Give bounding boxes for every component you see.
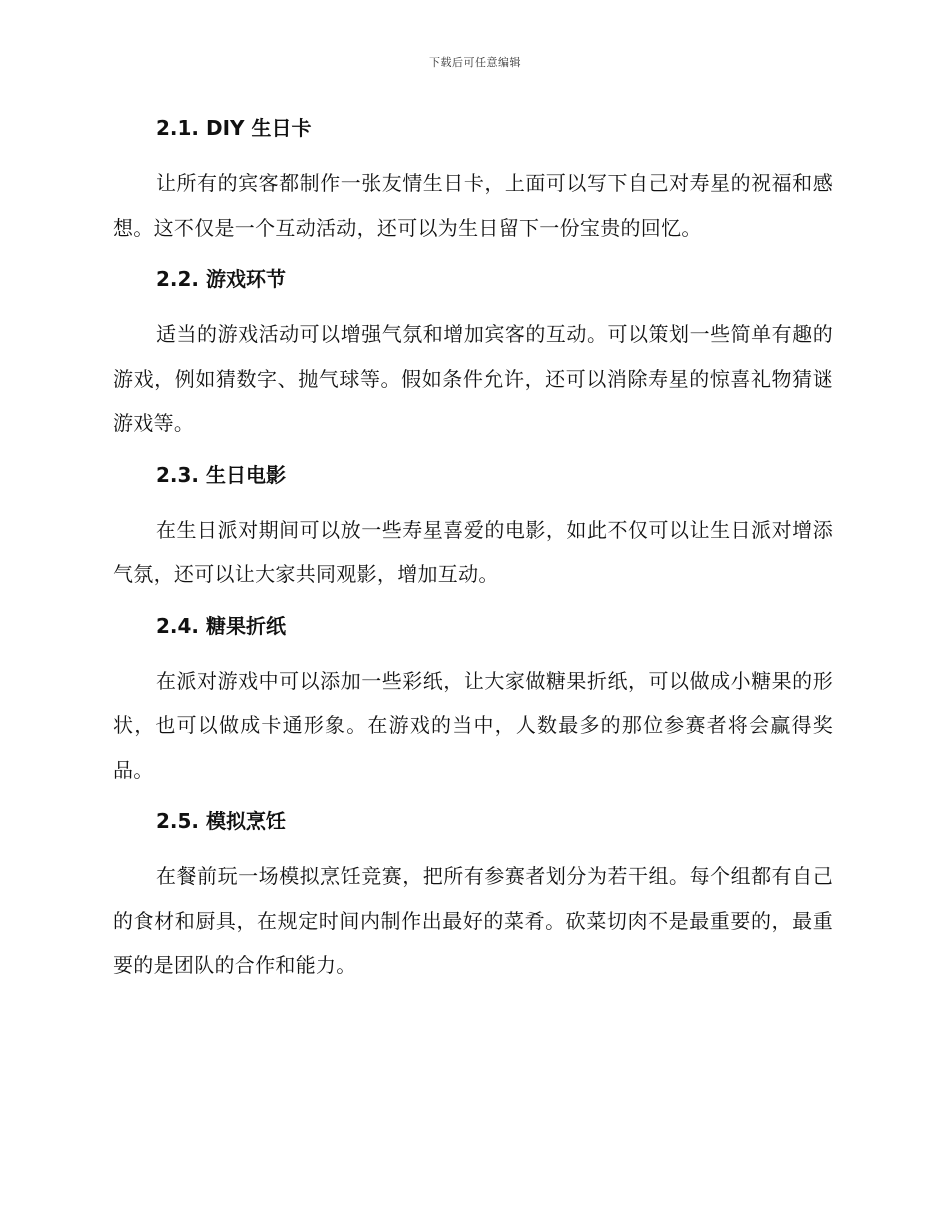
section-heading: 2.5. 模拟烹饪 xyxy=(156,809,286,833)
section-paragraph: 在餐前玩一场模拟烹饪竞赛，把所有参赛者划分为若干组。每个组都有自己的食材和厨具，在规定时间内制作出最好的菜肴。砍菜切肉不是最重要的，最重要的是团队的合作和能力。 xyxy=(113,864,833,977)
section-games xyxy=(113,263,833,446)
section-heading: 2.1. DIY 生日卡 xyxy=(156,116,312,140)
section-diy-birthday-card xyxy=(113,112,833,250)
section-paragraph: 适当的游戏活动可以增强气氛和增加宾客的互动。可以策划一些简单有趣的游戏，例如猜数字、抛气球等。假如条件允许，还可以消除寿星的惊喜礼物猜谜游戏等。 xyxy=(113,322,833,435)
section-paragraph: 让所有的宾客都制作一张友情生日卡，上面可以写下自己对寿星的祝福和感想。这不仅是一个互动活动，还可以为生日留下一份宝贵的回忆。 xyxy=(113,171,833,240)
section-paragraph: 在生日派对期间可以放一些寿星喜爱的电影，如此不仅可以让生日派对增添气氛，还可以让大家共同观影，增加互动。 xyxy=(113,517,833,586)
section-birthday-movie xyxy=(113,459,833,597)
document-body xyxy=(113,112,833,1001)
section-cooking-simulation xyxy=(113,805,833,988)
page-header: 下载后可任意编辑 xyxy=(429,56,521,69)
section-heading: 2.4. 糖果折纸 xyxy=(156,613,286,638)
section-heading: 2.2. 游戏环节 xyxy=(156,267,286,291)
section-candy-origami xyxy=(113,610,833,793)
section-heading: 2.3. 生日电影 xyxy=(156,462,286,487)
section-paragraph: 在派对游戏中可以添加一些彩纸，让大家做糖果折纸，可以做成小糖果的形状，也可以做成卡通形象。在游戏的当中，人数最多的那位参赛者将会赢得奖品。 xyxy=(113,668,833,782)
